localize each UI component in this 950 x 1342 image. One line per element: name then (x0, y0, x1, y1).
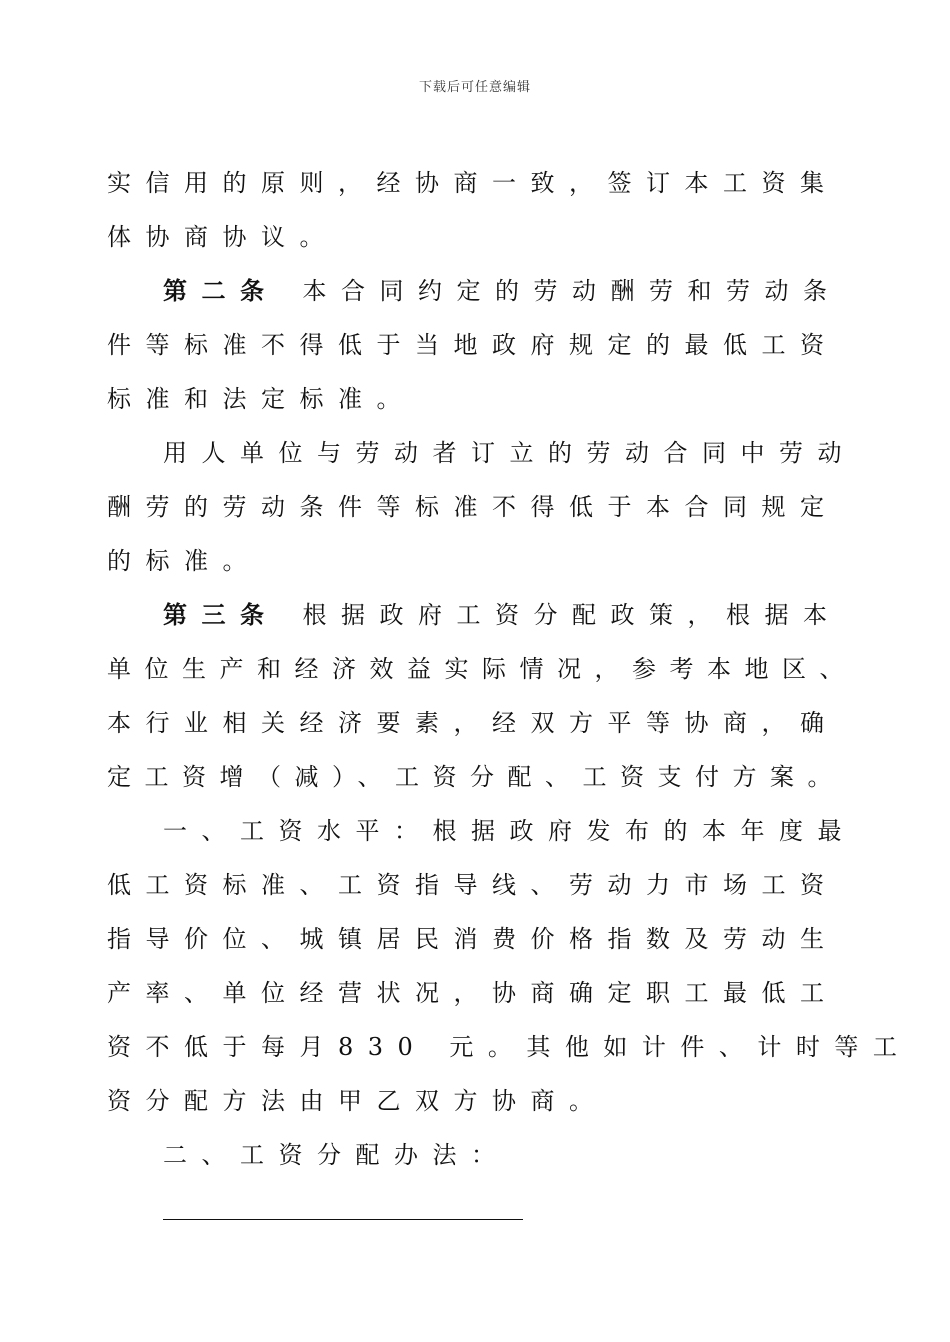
article-3-first-line (163, 600, 842, 630)
paragraph-line: 指导价位、城镇居民消费价格指数及劳动生 (107, 925, 839, 953)
page-header: 下载后可任意编辑 (418, 80, 531, 95)
paragraph-line: 二、工资分配办法： (163, 1141, 510, 1169)
paragraph-line: 实信用的原则，经协商一致，签订本工资集 (107, 169, 839, 197)
paragraph-line: 定工资增（减）、工资分配、工资支付方案。 (107, 763, 845, 791)
paragraph-line: 件等标准不得低于当地政府规定的最低工资 (107, 331, 839, 359)
paragraph-line: 酬劳的劳动条件等标准不得低于本合同规定 (107, 493, 839, 521)
footnote-separator (163, 1219, 523, 1220)
paragraph-line: 用人单位与劳动者订立的劳动合同中劳动 (163, 439, 856, 467)
paragraph-line: 一、工资水平：根据政府发布的本年度最 (163, 817, 856, 845)
paragraph-line: 低工资标准、工资指导线、劳动力市场工资 (107, 871, 839, 899)
paragraph-line: 单位生产和经济效益实际情况，参考本地区、 (107, 655, 857, 683)
paragraph-line: 产率、单位经营状况，协商确定职工最低工 (107, 979, 839, 1007)
paragraph-line: 体协商协议。 (107, 223, 338, 251)
article-2-heading: 第二条 (163, 276, 279, 305)
paragraph-line: 本行业相关经济要素，经双方平等协商，确 (107, 709, 839, 737)
article-2-first-line (163, 276, 842, 306)
article-3-heading: 第三条 (163, 600, 279, 629)
paragraph-line: 资分配方法由甲乙双方协商。 (107, 1087, 608, 1115)
paragraph-line: 本合同约定的劳动酬劳和劳动条 (302, 277, 842, 305)
paragraph-line: 标准和法定标准。 (107, 385, 415, 413)
paragraph-line: 的标准。 (107, 547, 261, 575)
paragraph-line: 根据政府工资分配政策，根据本 (302, 601, 842, 629)
paragraph-line: 资不低于每月830 元。其他如计件、计时等工 (107, 1033, 912, 1061)
